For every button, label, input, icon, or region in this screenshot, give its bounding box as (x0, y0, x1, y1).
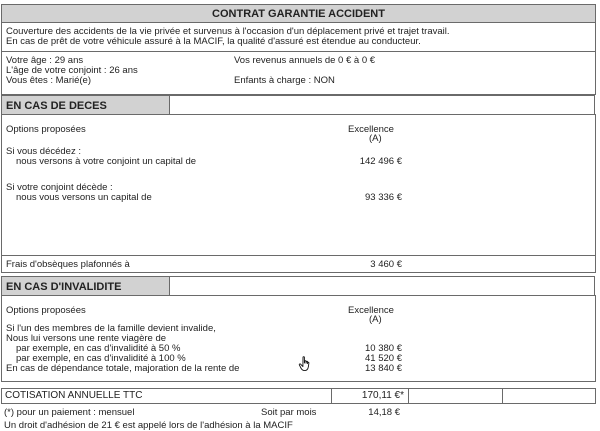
premium-value: 170,11 €* (361, 390, 404, 401)
spouse-age: L'âge de votre conjoint : 26 ans (6, 65, 138, 76)
marital-status: Vous êtes : Marié(e) (6, 75, 92, 86)
death-heading-filler (169, 95, 595, 115)
premium-empty-cell-2 (502, 388, 596, 404)
death-option-code: (A) (369, 133, 382, 144)
disability-options-label: Options proposées (6, 305, 86, 316)
if-you-die-detail: nous versons à votre conjoint un capital de (16, 156, 197, 167)
disability-section-title: EN CAS D'INVALIDITE (6, 281, 122, 293)
dependency-label: En cas de dépendance totale, majoration de la rente de (6, 363, 240, 374)
coverage-line-1: Couverture des accidents de la vie privée et survenus à l'occasion d'un déplacement privé et trajet travail. (6, 26, 450, 37)
death-section-heading (1, 95, 170, 115)
if-spouse-dies-value: 93 336 € (365, 192, 402, 203)
premium-empty-cell-1 (408, 388, 503, 404)
premium-label-cell (1, 388, 332, 404)
if-spouse-dies-label: Si votre conjoint décède : (6, 182, 113, 193)
disability-section-heading (1, 276, 170, 296)
disability-100-value: 41 520 € (365, 353, 402, 364)
death-section-title: EN CAS DE DECES (6, 100, 107, 112)
death-section-body (1, 114, 596, 256)
death-options-label: Options proposées (6, 124, 86, 135)
monthly-value: 14,18 € (368, 407, 400, 418)
disability-line-2: Nous lui versons une rente viagère de (6, 333, 167, 344)
premium-value-cell (331, 388, 409, 404)
payment-frequency-note: (*) pour un paiement : mensuel (4, 407, 135, 418)
contract-title: CONTRAT GARANTIE ACCIDENT (212, 8, 385, 20)
personal-info (1, 51, 596, 95)
disability-100-label: par exemple, en cas d'invalidité à 100 % (16, 353, 186, 364)
dependent-children: Enfants à charge : NON (234, 75, 335, 86)
funeral-costs-row (1, 255, 596, 273)
hand-pointer-icon (298, 356, 312, 372)
death-option-name: Excellence (348, 124, 394, 135)
annual-income: Vos revenus annuels de 0 € à 0 € (234, 55, 376, 66)
coverage-line-2: En cas de prêt de votre véhicule assuré à la MACIF, la qualité d'assuré est étendue au conducteur. (6, 36, 421, 47)
contract-title-bar (1, 4, 596, 23)
disability-option-name: Excellence (348, 305, 394, 316)
funeral-costs-label: Frais d'obsèques plafonnés à (6, 259, 130, 270)
if-you-die-label: Si vous décédez : (6, 146, 81, 157)
coverage-description (1, 22, 596, 52)
premium-label: COTISATION ANNUELLE TTC (5, 390, 143, 401)
monthly-label: Soit par mois (261, 407, 317, 418)
your-age: Votre âge : 29 ans (6, 55, 84, 66)
membership-fee-note: Un droit d'adhésion de 21 € est appelé lors de l'adhésion à la MACIF (4, 420, 293, 431)
if-you-die-value: 142 496 € (359, 156, 402, 167)
disability-heading-filler (169, 276, 595, 296)
disability-line-1: Si l'un des membres de la famille devient invalide, (6, 323, 216, 334)
disability-50-value: 10 380 € (365, 343, 402, 354)
if-spouse-dies-detail: nous vous versons un capital de (16, 192, 152, 203)
disability-50-label: par exemple, en cas d'invalidité à 50 % (16, 343, 181, 354)
funeral-costs-value: 3 460 € (370, 259, 402, 270)
disability-option-code: (A) (369, 314, 382, 325)
dependency-value: 13 840 € (365, 363, 402, 374)
